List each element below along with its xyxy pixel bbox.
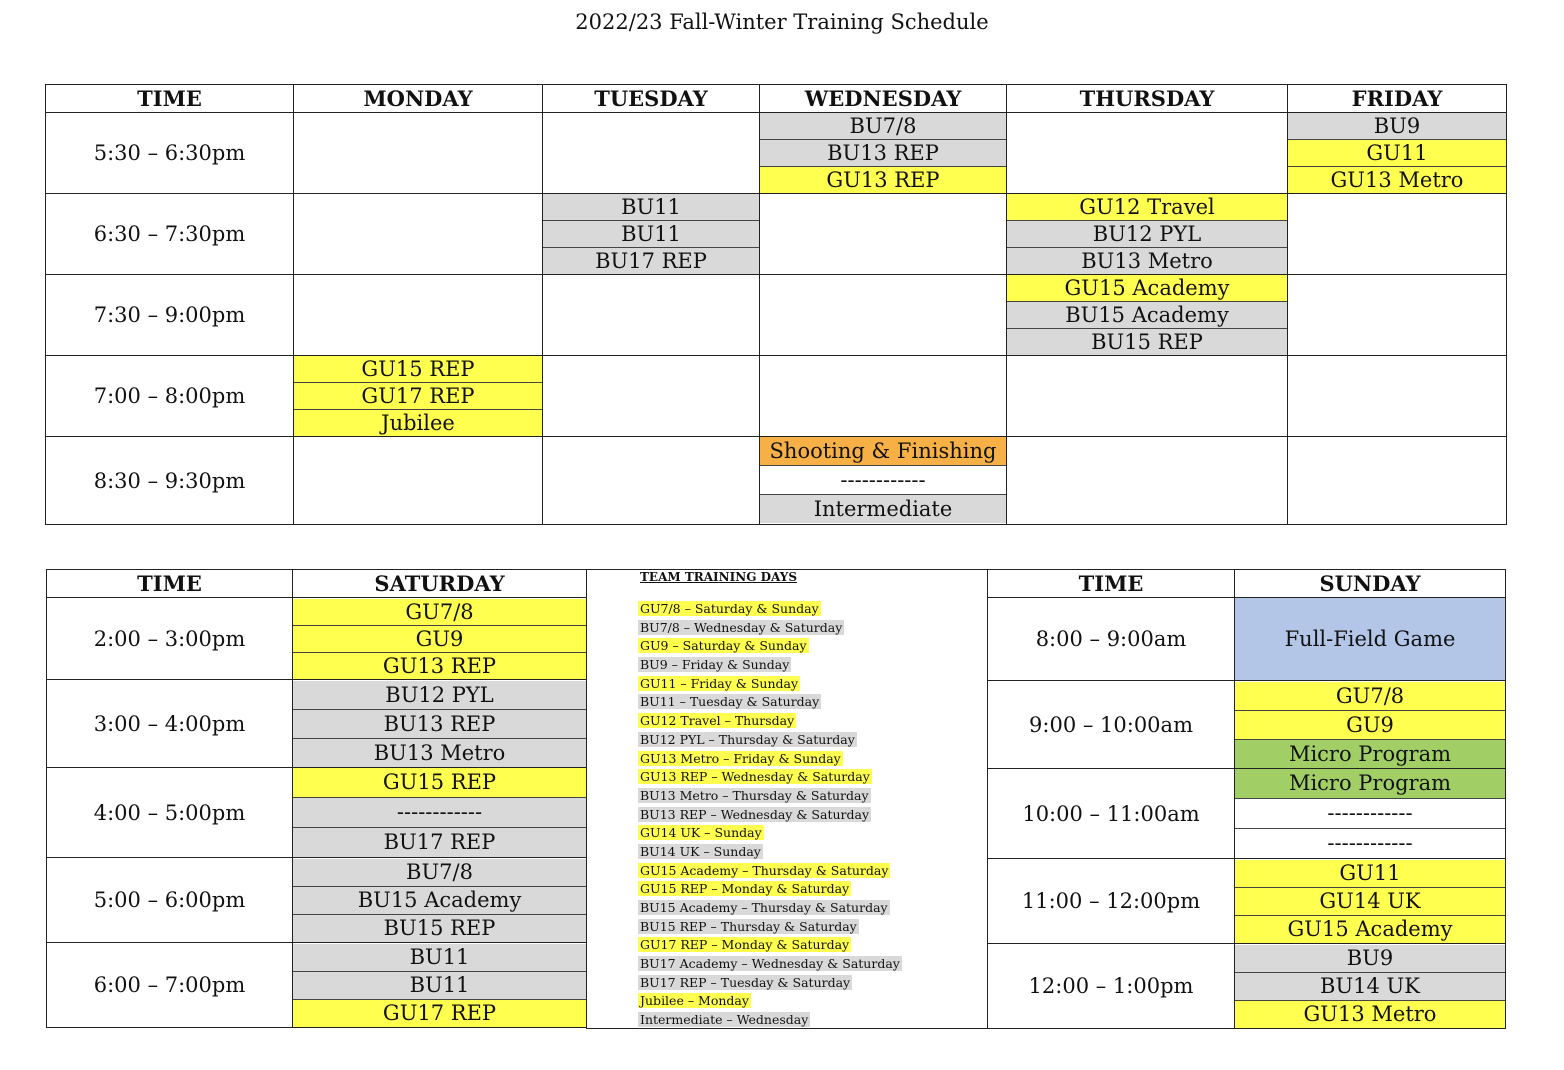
legend-entry: GU11 – Friday & Sunday — [640, 675, 799, 691]
team-slot: Shooting & Finishing — [760, 437, 1006, 466]
schedule-cell — [1288, 356, 1507, 437]
legend-item — [638, 731, 902, 750]
legend-entry: Intermediate – Wednesday — [640, 1012, 809, 1028]
legend-item — [638, 712, 902, 731]
header-tuesday: TUESDAY — [543, 85, 760, 113]
team-slot: BU11 — [293, 944, 586, 972]
schedule-cell — [1235, 769, 1506, 859]
schedule-cell — [760, 194, 1007, 275]
sunday-row — [988, 859, 1506, 944]
header-sunday: SUNDAY — [1235, 570, 1506, 598]
legend-entry: BU15 Academy – Thursday & Saturday — [640, 900, 888, 915]
sunday-row — [988, 598, 1506, 681]
team-slot: BU12 PYL — [293, 681, 586, 710]
team-slot: BU9 — [1235, 945, 1505, 973]
schedule-cell — [1288, 194, 1507, 275]
schedule-cell — [543, 275, 760, 356]
team-slot: ------------ — [760, 466, 1006, 495]
header-saturday: SATURDAY — [293, 570, 587, 598]
time-slot-label: 10:00 – 11:00am — [988, 769, 1235, 859]
schedule-cell — [543, 437, 760, 525]
header-wednesday: WEDNESDAY — [760, 85, 1007, 113]
legend-entry: Jubilee – Monday — [640, 993, 749, 1009]
team-slot: GU14 UK — [1235, 888, 1505, 916]
legend-entry: BU15 REP – Thursday & Saturday — [640, 918, 857, 934]
legend-item — [638, 1011, 902, 1030]
schedule-cell — [1235, 681, 1506, 769]
team-slot: BU13 Metro — [293, 739, 586, 767]
legend-entry: GU15 REP – Monday & Saturday — [640, 881, 850, 897]
team-slot: BU7/8 — [760, 113, 1006, 140]
team-slot: ------------ — [293, 798, 586, 828]
weekday-row — [46, 437, 1507, 525]
legend-entry: GU7/8 – Saturday & Sunday — [640, 601, 819, 616]
legend-item — [638, 936, 902, 955]
schedule-cell — [1288, 437, 1507, 525]
header-friday: FRIDAY — [1288, 85, 1507, 113]
legend-item — [638, 824, 902, 843]
team-slot: GU11 — [1288, 140, 1506, 167]
schedule-cell — [1235, 859, 1506, 944]
team-slot: GU17 REP — [294, 383, 542, 410]
team-slot: BU14 UK — [1235, 973, 1505, 1001]
saturday-header-row — [47, 570, 587, 598]
team-slot: GU11 — [1235, 860, 1505, 888]
legend-entry: GU15 Academy – Thursday & Saturday — [640, 862, 889, 878]
time-slot-label: 5:00 – 6:00pm — [47, 858, 293, 943]
saturday-row — [47, 768, 587, 858]
legend-item — [638, 600, 902, 619]
header-time: TIME — [46, 85, 294, 113]
legend-title: TEAM TRAINING DAYS — [640, 570, 798, 584]
schedule-cell — [1288, 275, 1507, 356]
team-slot: GU17 REP — [293, 1000, 586, 1027]
team-slot: BU11 — [543, 194, 759, 221]
team-slot: ------------ — [1235, 829, 1505, 858]
time-slot-label: 7:30 – 9:00pm — [46, 275, 294, 356]
team-slot: BU15 Academy — [1007, 302, 1287, 329]
legend-entry: BU17 REP – Tuesday & Saturday — [640, 974, 851, 990]
schedule-cell — [1007, 275, 1288, 356]
team-slot: Micro Program — [1235, 769, 1505, 799]
team-slot: GU13 REP — [293, 653, 586, 679]
team-slot: GU15 REP — [293, 768, 586, 798]
team-slot: BU15 REP — [293, 915, 586, 942]
legend-item — [638, 992, 902, 1011]
time-slot-label: 11:00 – 12:00pm — [988, 859, 1235, 944]
team-slot: GU9 — [293, 626, 586, 653]
time-slot-label: 8:30 – 9:30pm — [46, 437, 294, 525]
team-slot: GU15 REP — [294, 356, 542, 383]
legend-item — [638, 862, 902, 881]
legend-item — [638, 787, 902, 806]
team-slot: BU9 — [1288, 113, 1506, 140]
team-slot: BU11 — [293, 972, 586, 1000]
legend-entry: GU9 – Saturday & Sunday — [640, 638, 807, 654]
legend-entry: BU14 UK – Sunday — [640, 843, 761, 859]
legend-entry: BU12 PYL – Thursday & Saturday — [640, 731, 855, 747]
schedule-cell — [1007, 437, 1288, 525]
saturday-row — [47, 680, 587, 768]
sunday-row — [988, 769, 1506, 859]
team-slot: GU15 Academy — [1007, 275, 1287, 302]
schedule-cell — [293, 768, 587, 858]
time-slot-label: 7:00 – 8:00pm — [46, 356, 294, 437]
team-slot: BU15 Academy — [293, 887, 586, 915]
schedule-cell — [294, 194, 543, 275]
saturday-row — [47, 943, 587, 1028]
team-slot: GU9 — [1235, 711, 1505, 740]
sunday-row — [988, 944, 1506, 1029]
schedule-cell — [1235, 598, 1506, 681]
schedule-cell — [760, 275, 1007, 356]
team-slot: GU13 Metro — [1288, 167, 1506, 193]
legend-item — [638, 693, 902, 712]
legend-item — [638, 750, 902, 769]
team-slot: ------------ — [1235, 799, 1505, 829]
legend-item — [638, 918, 902, 937]
time-slot-label: 8:00 – 9:00am — [988, 598, 1235, 681]
schedule-cell — [543, 356, 760, 437]
page-title: 2022/23 Fall-Winter Training Schedule — [575, 10, 989, 34]
schedule-cell — [294, 113, 543, 194]
legend-item — [638, 619, 902, 638]
saturday-row — [47, 598, 587, 680]
header-monday: MONDAY — [294, 85, 543, 113]
legend-list — [638, 600, 902, 1030]
team-slot: GU15 Academy — [1235, 916, 1505, 943]
time-slot-label: 6:30 – 7:30pm — [46, 194, 294, 275]
schedule-cell — [294, 437, 543, 525]
team-slot: BU17 REP — [543, 248, 759, 274]
team-slot: GU13 Metro — [1235, 1001, 1505, 1028]
schedule-cell — [1007, 356, 1288, 437]
sunday-row — [988, 681, 1506, 769]
schedule-cell — [1288, 113, 1507, 194]
saturday-row — [47, 858, 587, 943]
sunday-header-row — [988, 570, 1506, 598]
weekday-schedule-table — [45, 84, 1507, 525]
schedule-cell — [543, 194, 760, 275]
legend-entry: GU14 UK – Sunday — [640, 825, 762, 841]
team-slot: Micro Program — [1235, 740, 1505, 768]
team-slot: BU13 Metro — [1007, 248, 1287, 274]
schedule-cell — [760, 356, 1007, 437]
schedule-cell — [1007, 194, 1288, 275]
legend-item — [638, 806, 902, 825]
legend-item — [638, 880, 902, 899]
weekday-row — [46, 275, 1507, 356]
time-slot-label: 6:00 – 7:00pm — [47, 943, 293, 1028]
team-slot: GU12 Travel — [1007, 194, 1287, 221]
legend-entry: BU9 – Friday & Sunday — [640, 657, 790, 673]
schedule-cell — [293, 680, 587, 768]
team-slot: BU17 REP — [293, 828, 586, 857]
team-slot: GU13 REP — [760, 167, 1006, 193]
team-slot: BU13 REP — [293, 710, 586, 739]
team-slot: Full-Field Game — [1235, 598, 1505, 680]
header-time: TIME — [988, 570, 1235, 598]
team-slot: Jubilee — [294, 410, 542, 436]
legend-item — [638, 843, 902, 862]
team-slot: BU7/8 — [293, 859, 586, 887]
time-slot-label: 9:00 – 10:00am — [988, 681, 1235, 769]
schedule-cell — [543, 113, 760, 194]
team-slot: GU7/8 — [293, 599, 586, 626]
schedule-cell — [294, 275, 543, 356]
schedule-cell — [1007, 113, 1288, 194]
legend-item — [638, 768, 902, 787]
sunday-schedule-table — [987, 569, 1506, 1029]
legend-item — [638, 899, 902, 918]
legend-entry: BU13 REP – Wednesday & Saturday — [640, 806, 870, 822]
schedule-cell — [293, 943, 587, 1028]
schedule-cell — [293, 598, 587, 680]
team-slot: BU13 REP — [760, 140, 1006, 167]
time-slot-label: 2:00 – 3:00pm — [47, 598, 293, 680]
legend-entry: BU13 Metro – Thursday & Saturday — [640, 787, 869, 803]
schedule-cell — [293, 858, 587, 943]
weekday-row — [46, 113, 1507, 194]
legend-item — [638, 974, 902, 993]
legend-entry: GU13 Metro – Friday & Sunday — [640, 750, 841, 766]
legend-item — [638, 955, 902, 974]
legend-entry: GU13 REP – Wednesday & Saturday — [640, 769, 870, 785]
weekday-row — [46, 356, 1507, 437]
weekday-body — [46, 113, 1507, 525]
legend-item — [638, 637, 902, 656]
header-time: TIME — [47, 570, 293, 598]
legend-entry: BU11 – Tuesday & Saturday — [640, 694, 820, 710]
legend-entry: GU12 Travel – Thursday — [640, 713, 795, 729]
team-slot: BU12 PYL — [1007, 221, 1287, 248]
time-slot-label: 3:00 – 4:00pm — [47, 680, 293, 768]
sunday-body — [988, 598, 1506, 1029]
team-slot: GU7/8 — [1235, 682, 1505, 711]
team-slot: BU11 — [543, 221, 759, 248]
team-training-days-legend — [586, 569, 987, 1029]
saturday-body — [47, 598, 587, 1028]
legend-entry: GU17 REP – Monday & Saturday — [640, 937, 850, 953]
schedule-cell — [1235, 944, 1506, 1029]
time-slot-label: 12:00 – 1:00pm — [988, 944, 1235, 1029]
header-thursday: THURSDAY — [1007, 85, 1288, 113]
time-slot-label: 5:30 – 6:30pm — [46, 113, 294, 194]
schedule-cell — [294, 356, 543, 437]
schedule-cell — [760, 113, 1007, 194]
team-slot: BU15 REP — [1007, 329, 1287, 355]
saturday-schedule-table — [46, 569, 587, 1028]
legend-entry: BU7/8 – Wednesday & Saturday — [640, 619, 843, 635]
legend-item — [638, 656, 902, 675]
weekday-header-row — [46, 85, 1507, 113]
team-slot: Intermediate — [760, 495, 1006, 523]
weekday-row — [46, 194, 1507, 275]
schedule-cell — [760, 437, 1007, 525]
legend-entry: BU17 Academy – Wednesday & Saturday — [640, 956, 900, 972]
legend-item — [638, 675, 902, 694]
time-slot-label: 4:00 – 5:00pm — [47, 768, 293, 858]
